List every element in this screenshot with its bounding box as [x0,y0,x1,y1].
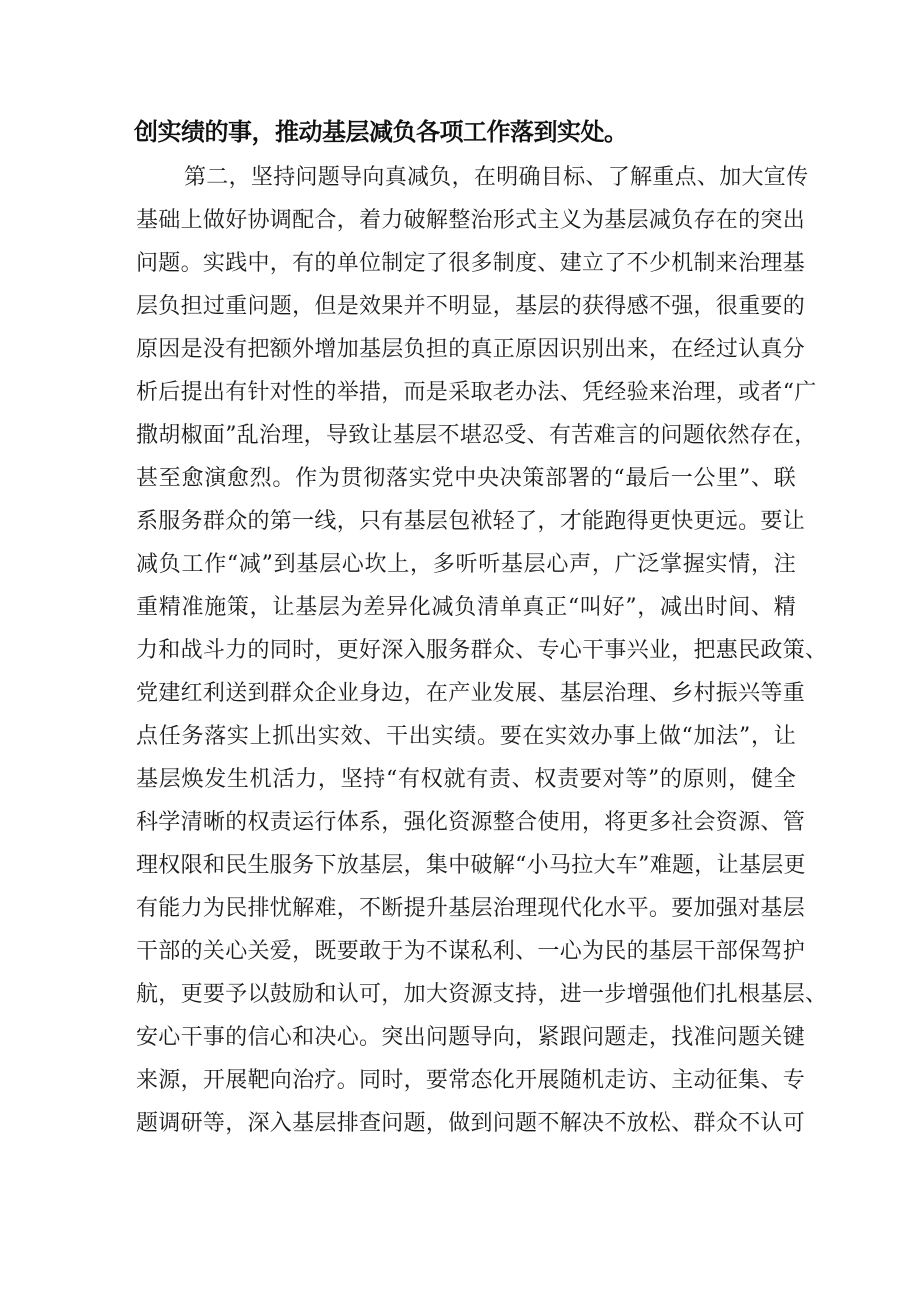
paragraph-line: 点任务落实上抓出实效、干出实绩。要在实效办事上做“加法”，让 [136,724,796,749]
paragraph-line: 基础上做好协调配合，着力破解整治形式主义为基层减负存在的突出 [136,208,806,233]
paragraph-line: 撒胡椒面”乱治理，导致让基层不堪忍受、有苦难言的问题依然存在， [136,423,817,448]
paragraph-line: 原因是没有把额外增加基层负担的真正原因识别出来，在经过认真分 [136,337,806,362]
paragraph-line: 安心干事的信心和决心。突出问题导向，紧跟问题走，找准问题关键 [136,1025,806,1050]
paragraph-line: 重精准施策，让基层为差异化减负清单真正“叫好”，减出时间、精 [136,595,796,620]
paragraph-line: 问题。实践中，有的单位制定了很多制度、建立了不少机制来治理基 [136,251,806,276]
paragraph-line: 减负工作“减”到基层心坎上，多听听基层心声，广泛掌握实情，注 [136,552,796,577]
paragraph-line: 析后提出有针对性的举措，而是采取老办法、凭经验来治理，或者“广 [136,380,817,405]
paragraph-line: 航，更要予以鼓励和认可，加大资源支持，进一步增强他们扎根基层、 [136,982,828,1007]
paragraph-line: 题调研等，深入基层排查问题，做到问题不解决不放松、群众不认可 [136,1111,806,1136]
paragraph-line: 党建红利送到群众企业身边，在产业发展、基层治理、乡村振兴等重 [136,681,806,706]
paragraph-line: 第二，坚持问题导向真减负，在明确目标、了解重点、加大宣传 [184,165,809,190]
paragraph-line: 力和战斗力的同时，更好深入服务群众、专心干事兴业，把惠民政策、 [136,638,828,663]
paragraph-line: 有能力为民排忧解难，不断提升基层治理现代化水平。要加强对基层 [136,896,806,921]
paragraph-line: 层负担过重问题，但是效果并不明显，基层的获得感不强，很重要的 [136,294,806,319]
paragraph-line: 基层焕发生机活力，坚持“有权就有责、权责要对等”的原则，健全 [136,767,796,792]
paragraph-line: 系服务群众的第一线，只有基层包袱轻了，才能跑得更快更远。要让 [136,509,806,534]
paragraph-line: 理权限和民生服务下放基层，集中破解“小马拉大车”难题，让基层更 [136,853,806,878]
paragraph-line: 来源，开展靶向治疗。同时，要常态化开展随机走访、主动征集、专 [136,1068,806,1093]
paragraph-line: 科学清晰的权责运行体系，强化资源整合使用，将更多社会资源、管 [136,810,806,835]
paragraph-line: 干部的关心关爱，既要敢于为不谋私利、一心为民的基层干部保驾护 [136,939,806,964]
paragraph-line: 甚至愈演愈烈。作为贯彻落实党中央决策部署的“最后一公里”、联 [136,466,796,491]
paragraph-continuation: 创实绩的事，推动基层减负各项工作落到实处。 [134,118,628,146]
